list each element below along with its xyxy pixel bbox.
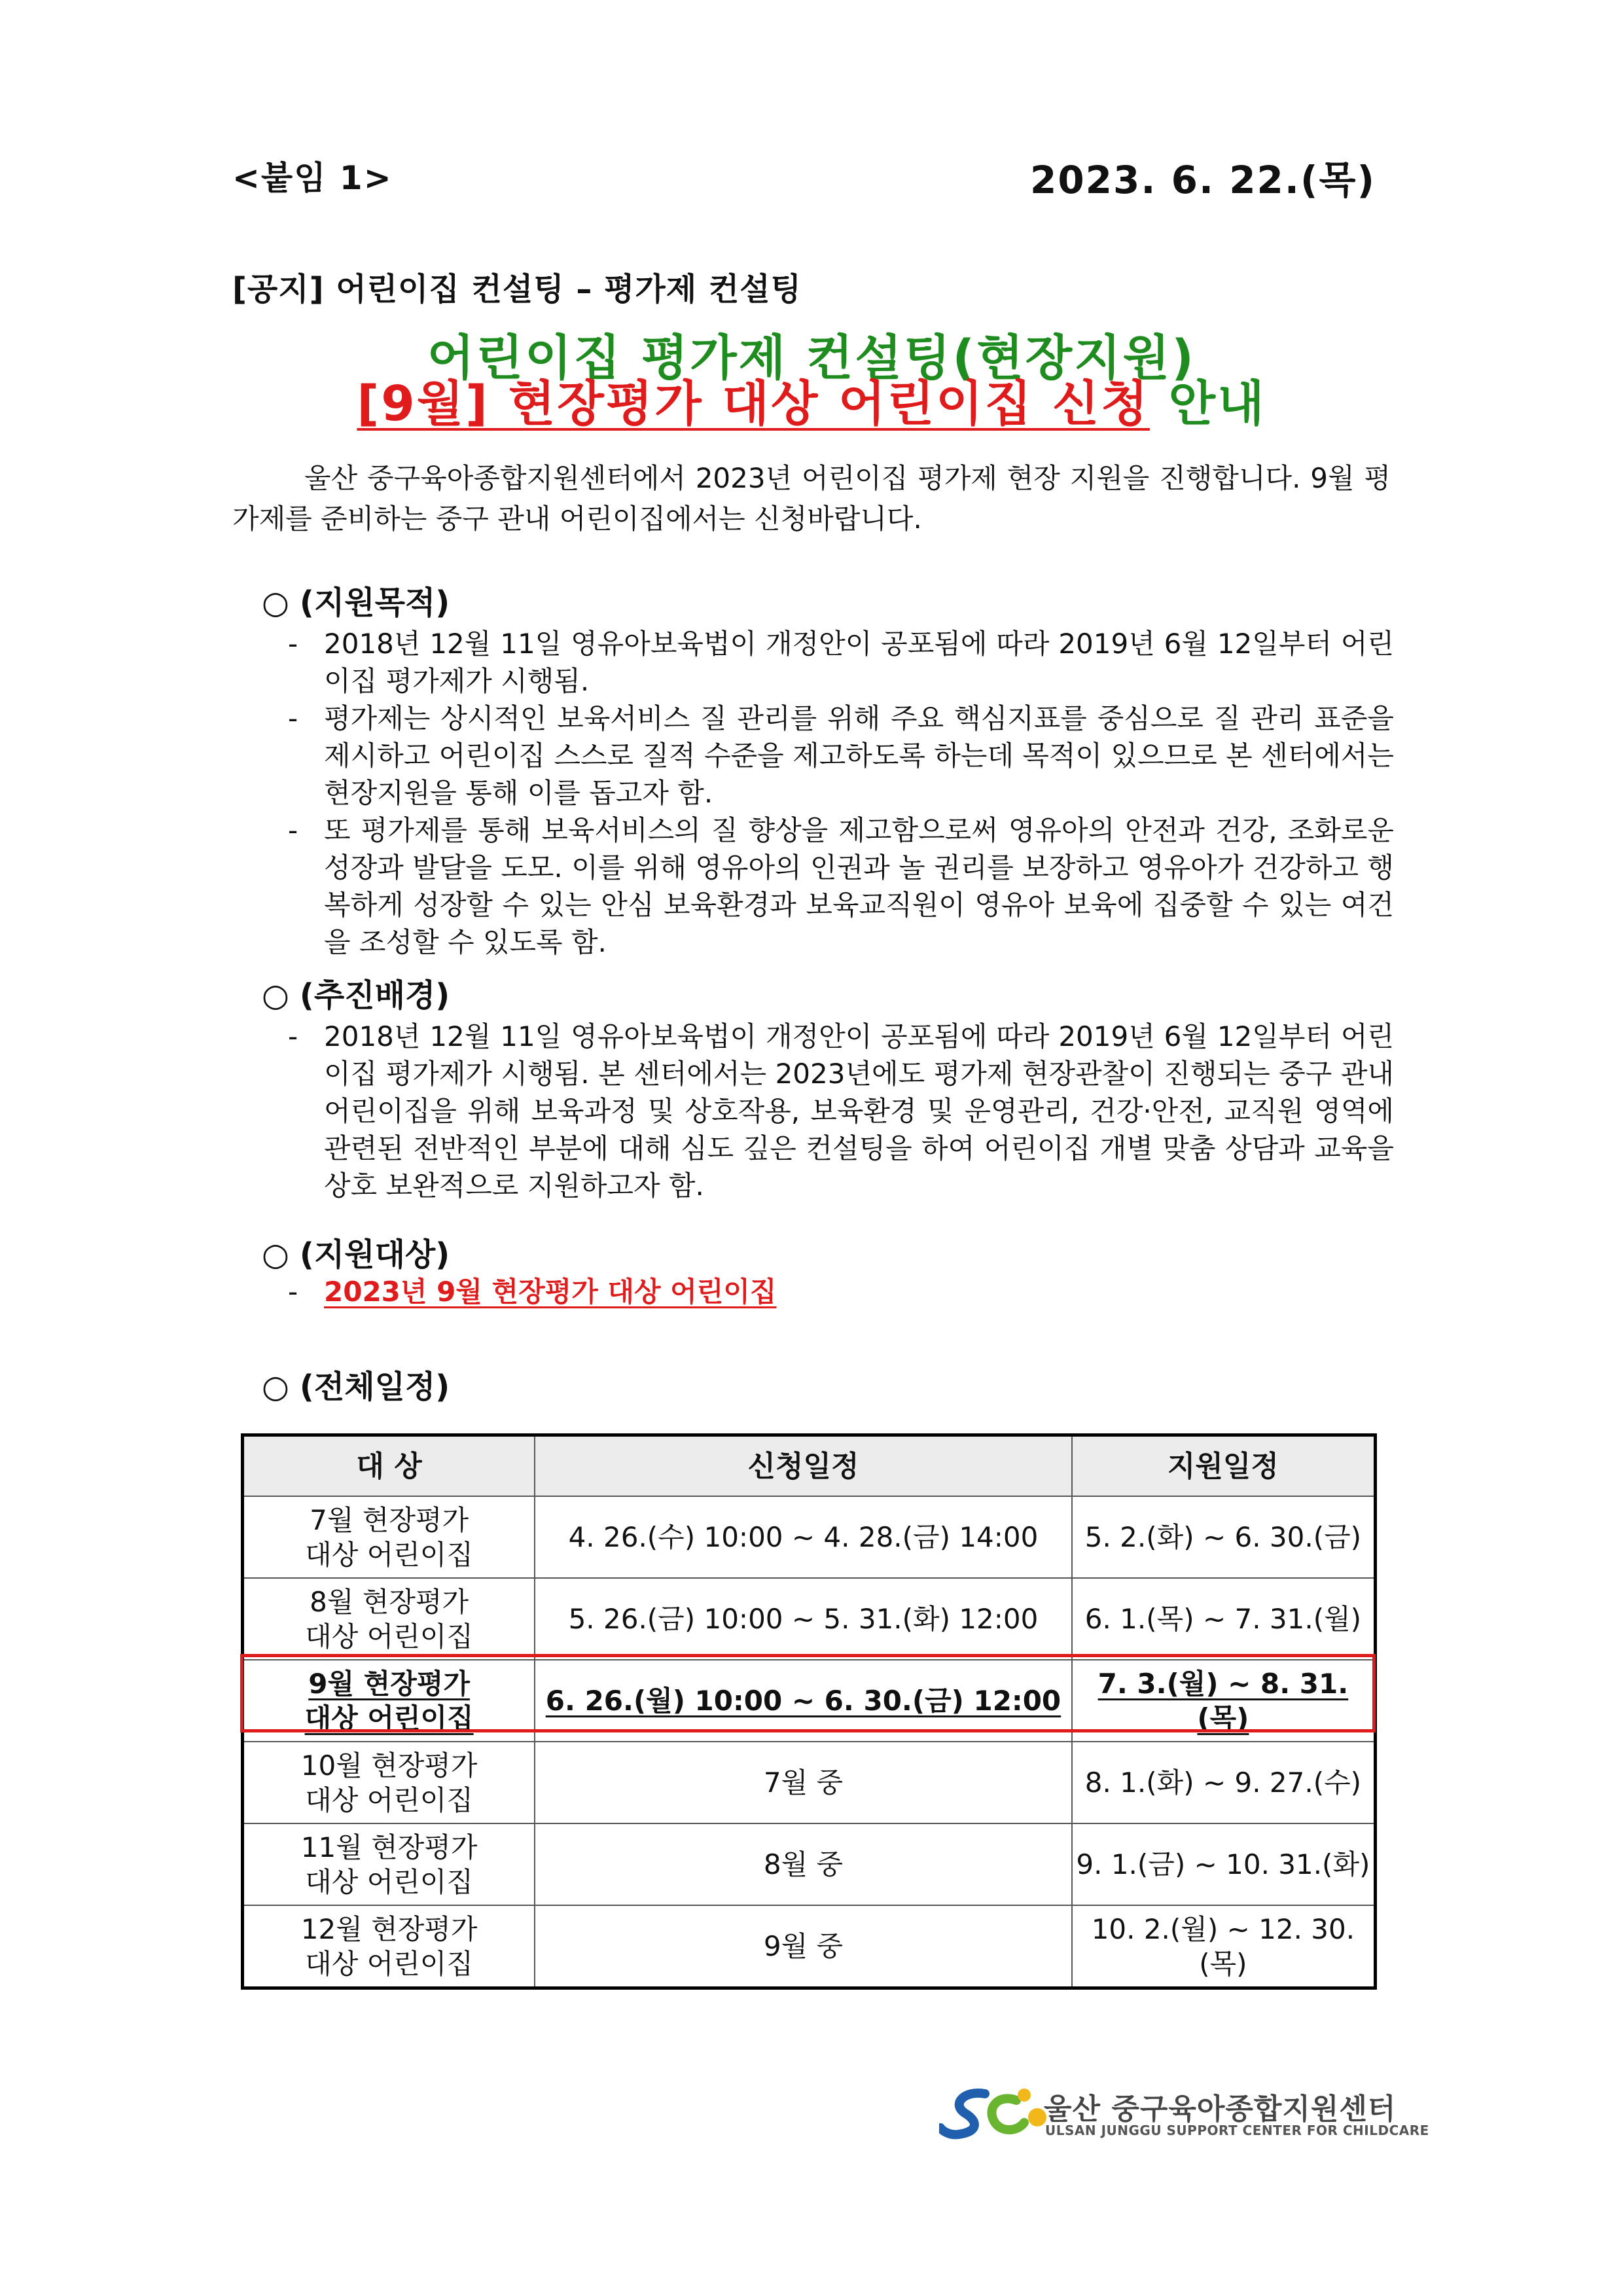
cell-line: 대상 어린이집 bbox=[305, 1784, 473, 1816]
cell-line: 대상 어린이집 bbox=[305, 1538, 473, 1571]
target-text: 2023년 9월 현장평가 대상 어린이집 bbox=[324, 1276, 777, 1308]
cell-line: 9월 현장평가 bbox=[308, 1667, 470, 1700]
cell-support: 10. 2.(월) ~ 12. 30.(목) bbox=[1072, 1905, 1376, 1988]
cell-text: 7. 3.(월) ~ 8. 31.(목) bbox=[1097, 1667, 1349, 1734]
cell-target bbox=[243, 1742, 535, 1823]
cell-apply: 7월 중 bbox=[535, 1742, 1072, 1823]
intro-paragraph: 울산 중구육아종합지원센터에서 2023년 어린이집 평가제 현장 지원을 진행합니다. 9월 평가제를 준비하는 중구 관내 어린이집에서는 신청바랍니다. bbox=[232, 462, 1391, 535]
cell-support: 5. 2.(화) ~ 6. 30.(금) bbox=[1072, 1496, 1376, 1578]
section-heading-purpose bbox=[262, 577, 450, 622]
notice-line: [공지] 어린이집 컨설팅 – 평가제 컨설팅 bbox=[232, 271, 802, 308]
table-row bbox=[243, 1578, 1376, 1660]
target-bullets bbox=[288, 1273, 1394, 1310]
schedule-table bbox=[241, 1433, 1377, 1990]
table-row bbox=[243, 1742, 1376, 1823]
table-row bbox=[243, 1823, 1376, 1905]
cell-line: 대상 어린이집 bbox=[304, 1702, 474, 1734]
table-header-row bbox=[243, 1435, 1376, 1497]
list-item: - 2018년 12월 11일 영유아보육법이 개정안이 공포됨에 따라 2019년 6월 12일부터 어린이집 평가제가 시행됨. 본 센터에서는 2023년에도 평가제 현장관찰이 진행되는 중구 관내 어린이집을 위해 보육과정 및 상호작용, 보육환경 및 운영관리, 건강·안전, 교직원 영역에 관련된 전반적인 부분에 대해 심도 깊은 컨설팅을 하여 어린이집 개별 맞춤 상담과 교육을 상호 보완적으로 지원하고자 함. bbox=[288, 1020, 1394, 1202]
table-row bbox=[243, 1496, 1376, 1578]
list-item: - 평가제는 상시적인 보육서비스 질 관리를 위해 주요 핵심지표를 중심으로 질 관리 표준을 제시하고 어린이집 스스로 질적 수준을 제고하도록 하는데 목적이 있으므로 본 센터에서는 현장지원을 통해 이를 돕고자 함. bbox=[288, 702, 1394, 809]
cell-apply: 4. 26.(수) 10:00 ~ 4. 28.(금) 14:00 bbox=[535, 1496, 1072, 1578]
column-header-apply: 신청일정 bbox=[535, 1435, 1072, 1497]
list-item: - 2023년 9월 현장평가 대상 어린이집 bbox=[288, 1276, 777, 1308]
section-heading-target bbox=[262, 1229, 450, 1274]
background-bullets bbox=[288, 1018, 1394, 1204]
table-row-highlighted bbox=[243, 1660, 1376, 1742]
column-header-target: 대 상 bbox=[243, 1435, 535, 1497]
list-item: - 2018년 12월 11일 영유아보육법이 개정안이 공포됨에 따라 2019년 6월 12일부터 어린이집 평가제가 시행됨. bbox=[288, 628, 1394, 697]
cell-line: 7월 현장평가 bbox=[310, 1503, 469, 1536]
center-name-english: ULSAN JUNGGU SUPPORT CENTER FOR CHILDCARE bbox=[1045, 2123, 1429, 2138]
center-name-korean: 울산 중구육아종합지원센터 bbox=[1044, 2092, 1397, 2126]
document-date: 2023. 6. 22.(목) bbox=[1029, 158, 1376, 202]
cell-line: 12월 현장평가 bbox=[300, 1912, 478, 1945]
cell-target bbox=[243, 1578, 535, 1660]
section-heading-schedule bbox=[262, 1361, 450, 1407]
cell-support bbox=[1072, 1660, 1376, 1742]
cell-line: 11월 현장평가 bbox=[300, 1831, 478, 1863]
circle-bullet-icon: ○ bbox=[262, 1369, 289, 1405]
section-heading-background bbox=[262, 970, 450, 1015]
cell-apply bbox=[535, 1660, 1072, 1742]
cell-apply: 5. 26.(금) 10:00 ~ 5. 31.(화) 12:00 bbox=[535, 1578, 1072, 1660]
circle-bullet-icon: ○ bbox=[262, 584, 289, 621]
bullet-text: 평가제는 상시적인 보육서비스 질 관리를 위해 주요 핵심지표를 중심으로 질 관리 표준을 제시하고 어린이집 스스로 질적 수준을 제고하도록 하는데 목적이 있으므로 본 센터에서는 현장지원을 통해 이를 돕고자 함. bbox=[324, 702, 1394, 809]
purpose-bullets bbox=[288, 625, 1394, 961]
cell-target bbox=[243, 1905, 535, 1988]
cell-support: 6. 1.(목) ~ 7. 31.(월) bbox=[1072, 1578, 1376, 1660]
section-title: (지원목적) bbox=[299, 584, 450, 621]
column-header-support: 지원일정 bbox=[1072, 1435, 1376, 1497]
cell-support: 9. 1.(금) ~ 10. 31.(화) bbox=[1072, 1823, 1376, 1905]
attachment-label: <붙임 1> bbox=[232, 159, 393, 197]
cell-support: 8. 1.(화) ~ 9. 27.(수) bbox=[1072, 1742, 1376, 1823]
table-row bbox=[243, 1905, 1376, 1988]
cell-text: 6. 26.(월) 10:00 ~ 6. 30.(금) 12:00 bbox=[545, 1685, 1061, 1717]
list-item: - 또 평가제를 통해 보육서비스의 질 향상을 제고함으로써 영유아의 안전과 건강, 조화로운 성장과 발달을 도모. 이를 위해 영유아의 인권과 놀 권리를 보장하고 영유아가 건강하고 행복하게 성장할 수 있는 안심 보육환경과 보육교직원이 영유아 보육에 집중할 수 있는 여건을 조성할 수 있도록 함. bbox=[288, 814, 1394, 958]
title-line-1: 어린이집 평가제 컨설팅(현장지원) bbox=[427, 330, 1196, 386]
title-suffix: 안내 bbox=[1149, 376, 1266, 432]
cell-line: 대상 어린이집 bbox=[305, 1865, 473, 1898]
cell-target bbox=[243, 1823, 535, 1905]
cell-target bbox=[243, 1496, 535, 1578]
cell-line: 8월 현장평가 bbox=[310, 1585, 469, 1618]
bullet-text: 2018년 12월 11일 영유아보육법이 개정안이 공포됨에 따라 2019년 6월 12일부터 어린이집 평가제가 시행됨. 본 센터에서는 2023년에도 평가제 현장관찰이 진행되는 중구 관내 어린이집을 위해 보육과정 및 상호작용, 보육환경 및 운영관리, 건강·안전, 교직원 영역에 관련된 전반적인 부분에 대해 심도 깊은 컨설팅을 하여 어린이집 개별 맞춤 상담과 교육을 상호 보완적으로 지원하고자 함. bbox=[324, 1020, 1394, 1202]
section-title: (추진배경) bbox=[299, 977, 450, 1014]
cell-line: 대상 어린이집 bbox=[305, 1620, 473, 1653]
circle-bullet-icon: ○ bbox=[262, 1236, 289, 1273]
cell-apply: 8월 중 bbox=[535, 1823, 1072, 1905]
cell-apply: 9월 중 bbox=[535, 1905, 1072, 1988]
bullet-text: 또 평가제를 통해 보육서비스의 질 향상을 제고함으로써 영유아의 안전과 건강, 조화로운 성장과 발달을 도모. 이를 위해 영유아의 인권과 놀 권리를 보장하고 영유아가 건강하고 행복하게 성장할 수 있는 안심 보육환경과 보육교직원이 영유아 보육에 집중할 수 있는 여건을 조성할 수 있도록 함. bbox=[324, 814, 1394, 958]
cell-line: 대상 어린이집 bbox=[305, 1947, 473, 1980]
bullet-text: 2018년 12월 11일 영유아보육법이 개정안이 공포됨에 따라 2019년 6월 12일부터 어린이집 평가제가 시행됨. bbox=[324, 628, 1394, 697]
circle-bullet-icon: ○ bbox=[262, 977, 289, 1014]
cell-target bbox=[243, 1660, 535, 1742]
title-line-2 bbox=[0, 365, 1623, 435]
title-highlight: [9월] 현장평가 대상 어린이집 신청 bbox=[357, 376, 1150, 432]
cell-line: 10월 현장평가 bbox=[300, 1749, 478, 1782]
section-title: (전체일정) bbox=[299, 1369, 450, 1405]
section-title: (지원대상) bbox=[299, 1236, 450, 1273]
